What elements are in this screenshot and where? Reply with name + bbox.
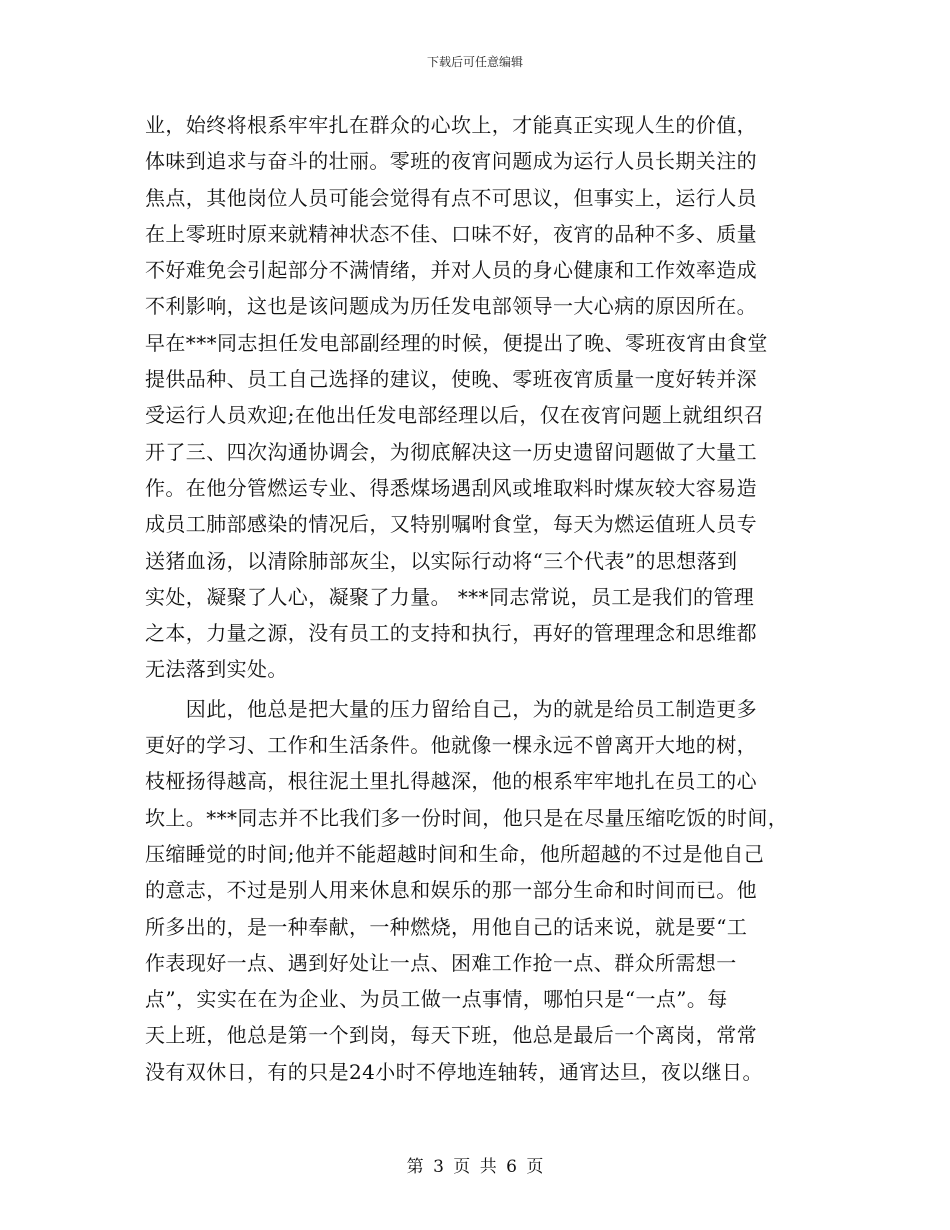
text-line: 早在***同志担任发电部副经理的时候，便提出了晚、零班夜宵由食堂 (145, 330, 768, 355)
text-line: 在上零班时原来就精神状态不佳、口味不好，夜宵的品种不多、质量 (145, 221, 757, 246)
text-line: 没有双休日，有的只是24小时不停地连轴转，通宵达旦，夜以继日。 (145, 1059, 763, 1084)
text-line: 点”，实实在在为企业、为员工做一点事情，哪怕只是“一点”。每 (145, 987, 728, 1012)
document-body (145, 107, 810, 1090)
page-number-footer: 第 3 页 共 6 页 (406, 1157, 544, 1177)
text-line: 开了三、四次沟通协调会，为彻底解决这一历史遗留问题做了大量工 (145, 439, 757, 464)
text-line: 天上班，他总是第一个到岗，每天下班，他总是最后一个离岗，常常 (145, 1023, 757, 1048)
paragraph-start-line: 因此，他总是把大量的压力留给自己，为的就是给员工制造更多 (145, 696, 757, 721)
text-line: 成员工肺部感染的情况后，又特别嘱咐食堂，每天为燃运值班人员专 (145, 512, 757, 537)
text-line: 送猪血汤，以清除肺部灰尘，以实际行动将“三个代表”的思想落到 (145, 548, 738, 573)
text-line: 实处，凝聚了人心，凝聚了力量。 ***同志常说，员工是我们的管理 (145, 584, 755, 609)
text-line: 的意志，不过是别人用来休息和娱乐的那一部分生命和时间而已。他 (145, 878, 757, 903)
text-line: 所多出的，是一种奉献，一种燃烧，用他自己的话来说，就是要“工 (145, 914, 748, 939)
text-line: 不利影响，这也是该问题成为历任发电部领导一大心病的原因所在。 (145, 294, 757, 319)
text-line: 受运行人员欢迎;在他出任发电部经理以后，仅在夜宵问题上就组织召 (145, 403, 765, 428)
page-header-note: 下载后可任意编辑 (426, 55, 523, 69)
text-line: 更好的学习、工作和生活条件。他就像一棵永远不曾离开大地的树， (145, 733, 757, 758)
text-line: 业，始终将根系牢牢扎在群众的心坎上，才能真正实现人生的价值， (145, 113, 757, 137)
text-line: 作表现好一点、遇到好处让一点、困难工作抢一点、群众所需想一 (145, 950, 737, 975)
text-line: 不好难免会引起部分不满情绪，并对人员的身心健康和工作效率造成 (145, 258, 757, 283)
text-line: 枝桠扬得越高，根往泥土里扎得越深，他的根系牢牢地扎在员工的心 (145, 769, 757, 794)
text-line: 之本，力量之源，没有员工的支持和执行，再好的管理理念和思维都 (145, 621, 757, 646)
text-line: 压缩睡觉的时间;他并不能超越时间和生命，他所超越的不过是他自己 (145, 841, 765, 866)
text-line: 提供品种、员工自己选择的建议，使晚、零班夜宵质量一度好转并深 (145, 367, 757, 392)
text-line: 焦点，其他岗位人员可能会觉得有点不可思议，但事实上，运行人员 (145, 185, 757, 210)
text-line: 坎上。***同志并不比我们多一份时间，他只是在尽量压缩吃饭的时间， (145, 805, 789, 830)
text-line: 体味到追求与奋斗的壮丽。零班的夜宵问题成为运行人员长期关注的 (145, 149, 757, 174)
text-line: 无法落到实处。 (145, 657, 288, 682)
text-line: 作。在他分管燃运专业、得悉煤场遇刮风或堆取料时煤灰较大容易造 (145, 475, 757, 500)
